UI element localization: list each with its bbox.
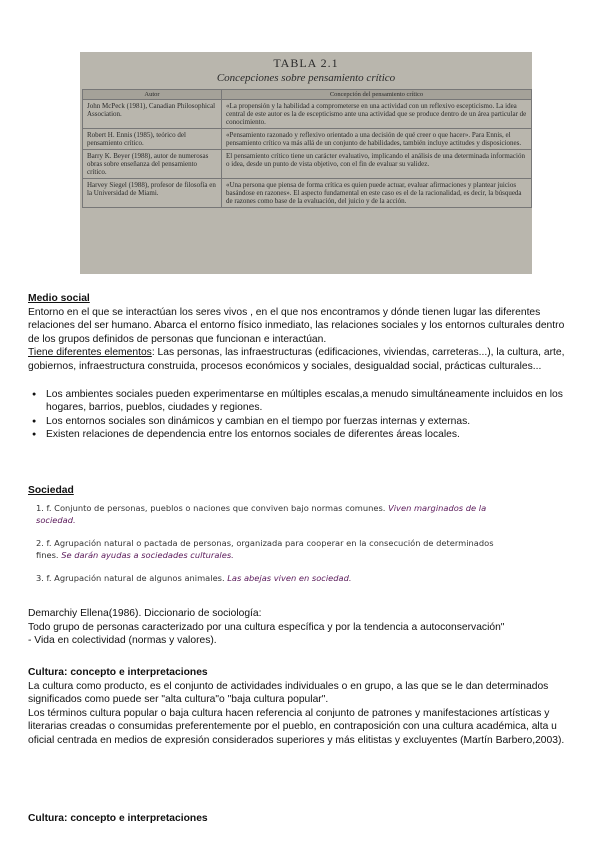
definition-example: Se darán ayudas a sociedades culturales. [61, 550, 234, 560]
citation-definition: Todo grupo de personas caracterizado por una cultura específica y por la tendencia a autoconservación" [28, 621, 505, 633]
list-item: ● Los entornos sociales son dinámicos y cambian en el tiempo por fuerzas internas y externas. [32, 415, 573, 429]
scan-table [82, 89, 532, 208]
scan-col-author: Autor [83, 90, 222, 100]
medio-social-section [28, 292, 573, 442]
scan-row [83, 100, 532, 129]
list-item: ● Existen relaciones de dependencia entre los entornos sociales de diferentes áreas locales. [32, 428, 573, 442]
medio-social-paragraph: Entorno en el que se interactúan los seres vivos , en el que nos encontramos y dónde tienen lugar las diferentes relaciones del ser humano. Abarca el entorno físico inmediato, las relaciones sociales y los entornos culturales dentro de los grupos definidos de personas que funcionan e interactúan. [28, 306, 565, 345]
scan-row [83, 179, 532, 208]
scan-concept: «Pensamiento razonado y reflexivo orientado a una decisión de qué creer o que hacer». Para Ennis, el pensamiento crítico va más allá de un conjunto de habilidades, también incluye actitudes y disposiciones. [222, 129, 532, 150]
cultura-paragraph-2: Los términos cultura popular o baja cultura hacen referencia al conjunto de patrones y manifestaciones artísticas y literarias creadas o consumidas preferentemente por el pueblo, en contraposición con una cultura académica, alta u oficial centrada en medios de expresión considerados superiores y más elitistas y excluyentes (Martín Barbero,2003). [28, 707, 565, 746]
definition-text: 3. f. Agrupación natural de algunos animales. [36, 573, 228, 583]
definition-example: Viven marginados de la sociedad. [36, 503, 487, 525]
cultura-paragraph-1: La cultura como producto, es el conjunto de actividades individuales o en grupo, a las que se le dan determinados significados como puede ser "alta cultura"o "baja cultura popular". [28, 680, 549, 706]
elements-text: : Las personas, las infraestructuras (edificaciones, viviendas, carreteras...), la cultura, arte, gobiernos, infraestructura construida, procesos económicos y sociales, desigualdad social, prácticas culturales... [28, 347, 565, 372]
medio-social-heading: Medio social [28, 293, 90, 304]
scanned-table-image [80, 52, 532, 274]
scan-subtitle: Concepciones sobre pensamiento crítico [216, 72, 396, 84]
definition-text: 1. f. Conjunto de personas, pueblos o naciones que conviven bajo normas comunes. [36, 503, 389, 513]
scan-title: TABLA 2.1 [273, 56, 339, 70]
scan-concept: «Una persona que piensa de forma crítica es quien puede actuar, evaluar afirmaciones y plantear juicios basándose en razones». El aspecto fundamental en este caso es el de la racionalidad, es decir, la búsqueda de razones como base de la evaluación, del juicio y de la acción. [222, 179, 532, 208]
sociology-citation [28, 607, 573, 648]
cultura-heading: Cultura: concepto e interpretaciones [28, 667, 208, 678]
scan-concept: «La propensión y la habilidad a comprometerse en una actividad con un reflexivo escepticismo. La idea central de este autor es la de escepticismo ante una actividad que se produce dentro de un área particular de conocimiento. [222, 100, 532, 129]
definition-text: 2. f. Agrupación natural o pactada de personas, organizada para cooperar en la consecución de determinados fines. [36, 538, 494, 560]
sociedad-heading: Sociedad [28, 485, 74, 496]
scan-author: Robert H. Ennis (1985), teórico del pensamiento crítico. [83, 129, 222, 150]
citation-source: Demarchiy Ellena(1986). Diccionario de sociología: [28, 608, 262, 619]
definition-example: Las abejas viven en sociedad. [227, 573, 352, 583]
scan-row [83, 150, 532, 179]
elements-label: Tiene diferentes elementos [28, 347, 152, 359]
medio-social-bullets [28, 388, 573, 442]
sociedad-definition-3 [36, 572, 516, 584]
citation-note: - Vida en colectividad (normas y valores). [28, 635, 217, 647]
sociedad-definition-1 [36, 502, 516, 526]
sociedad-heading-block [28, 484, 573, 498]
cultura-heading-repeat-block [28, 812, 573, 826]
scan-row [83, 129, 532, 150]
list-item: ● Los ambientes sociales pueden experimentarse en múltiples escalas,a menudo simultáneamente incluidos en los hogares, barrios, pueblos, ciudades y regiones. [32, 388, 573, 415]
cultura-heading-repeat: Cultura: concepto e interpretaciones [28, 813, 208, 824]
sociedad-definition-2 [36, 537, 516, 561]
scan-col-concept: Concepción del pensamiento crítico [222, 90, 532, 100]
cultura-section [28, 666, 573, 748]
scan-author: Barry K. Beyer (1988), autor de numerosas obras sobre enseñanza del pensamiento crítico. [83, 150, 222, 179]
medio-social-elements [28, 346, 573, 373]
scan-author: Harvey Siegel (1988), profesor de filosofía en la Universidad de Miami. [83, 179, 222, 208]
scan-concept: El pensamiento crítico tiene un carácter evaluativo, implicando el análisis de una determinada información o idea, desde un punto de vista objetivo, con el fin de evaluar su validez. [222, 150, 532, 179]
scan-author: John McPeck (1981), Canadian Philosophical Association. [83, 100, 222, 129]
